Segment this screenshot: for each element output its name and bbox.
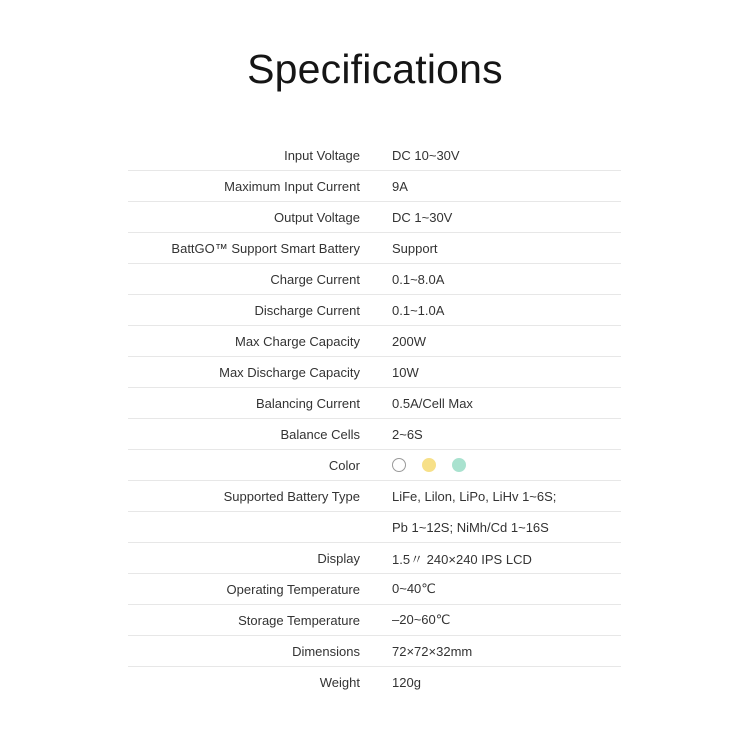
spec-value: 10W xyxy=(392,364,419,380)
spec-row-max-input-current xyxy=(128,171,621,202)
spec-label: Dimensions xyxy=(292,643,360,659)
spec-value: 120g xyxy=(392,675,421,690)
spec-value: 2~6S xyxy=(392,426,423,442)
spec-table xyxy=(128,140,621,698)
spec-row-supported-battery-type-cont xyxy=(128,512,621,543)
spec-value: 0.5A/Cell Max xyxy=(392,395,473,411)
spec-row-color xyxy=(128,450,621,481)
spec-value: Support xyxy=(392,240,438,256)
spec-label: Supported Battery Type xyxy=(223,488,360,504)
spec-label: Max Discharge Capacity xyxy=(219,364,360,380)
spec-row-input-voltage xyxy=(128,140,621,171)
spec-row-operating-temperature xyxy=(128,574,621,605)
spec-label: Balance Cells xyxy=(280,426,360,442)
color-swatch-white xyxy=(392,458,406,472)
spec-label: Storage Temperature xyxy=(238,612,360,628)
spec-row-storage-temperature xyxy=(128,605,621,636)
spec-label: BattGO™ Support Smart Battery xyxy=(171,240,360,256)
spec-row-output-voltage xyxy=(128,202,621,233)
color-swatch-yellow xyxy=(422,458,436,472)
spec-value: –20~60℃ xyxy=(392,612,451,627)
spec-row-supported-battery-type xyxy=(128,481,621,512)
spec-value: Pb 1~12S; NiMh/Cd 1~16S xyxy=(392,519,549,535)
spec-row-balance-cells xyxy=(128,419,621,450)
spec-value: 72×72×32mm xyxy=(392,643,473,659)
spec-value: LiFe, Lilon, LiPo, LiHv 1~6S; xyxy=(392,488,557,504)
spec-row-dimensions xyxy=(128,636,621,667)
spec-label: Discharge Current xyxy=(254,302,360,318)
spec-label: Input Voltage xyxy=(284,147,360,163)
spec-label: Display xyxy=(317,550,360,566)
spec-value: 9A xyxy=(392,178,408,194)
spec-label: Charge Current xyxy=(270,271,360,287)
color-swatches xyxy=(392,458,466,472)
spec-row-charge-current xyxy=(128,264,621,295)
spec-label: Operating Temperature xyxy=(226,581,360,597)
spec-label: Maximum Input Current xyxy=(224,178,360,194)
spec-row-discharge-current xyxy=(128,295,621,326)
spec-value: 0.1~1.0A xyxy=(392,302,445,318)
spec-row-balancing-current xyxy=(128,388,621,419)
spec-label: Weight xyxy=(319,675,360,690)
spec-label: Balancing Current xyxy=(255,395,360,411)
spec-row-weight xyxy=(128,667,621,698)
spec-value: DC 10~30V xyxy=(392,147,460,163)
spec-row-max-discharge-capacity xyxy=(128,357,621,388)
spec-label: Max Charge Capacity xyxy=(235,333,360,349)
spec-row-display xyxy=(128,543,621,574)
color-swatch-mint xyxy=(452,458,466,472)
spec-value: 0~40℃ xyxy=(392,581,436,596)
spec-row-max-charge-capacity xyxy=(128,326,621,357)
spec-label: Output Voltage xyxy=(273,209,360,225)
page-title: Specifications xyxy=(247,46,503,92)
spec-value: DC 1~30V xyxy=(392,209,453,225)
spec-label: Color xyxy=(328,457,360,473)
spec-row-battgo-support xyxy=(128,233,621,264)
spec-value: 1.5〃 240×240 IPS LCD xyxy=(392,551,532,567)
spec-value: 200W xyxy=(392,333,426,349)
spec-value: 0.1~8.0A xyxy=(392,271,445,287)
